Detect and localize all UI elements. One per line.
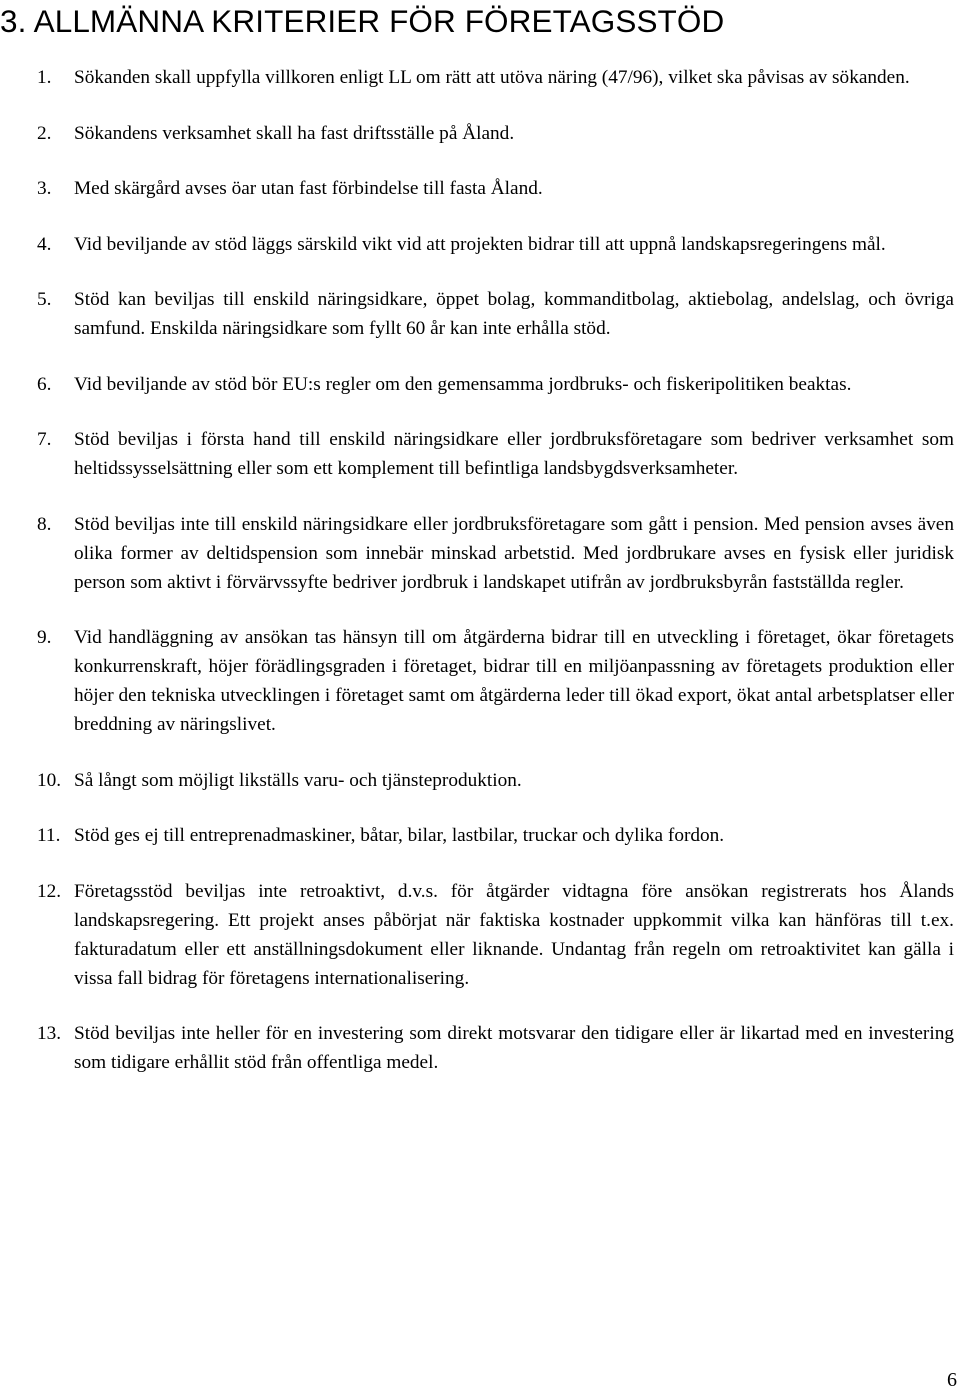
list-item	[0, 425, 960, 483]
list-item-number: 4.	[37, 233, 52, 255]
list-item-text: Sökanden skall uppfylla villkoren enligt LL om rätt att utöva näring (47/96), vilket ska påvisas av sökanden.	[74, 67, 910, 88]
list-item-text: Företagsstöd beviljas inte retroaktivt, d.v.s. för åtgärder vidtagna före ansökan registrerats hos Ålands landskapsregering. Ett projekt anses påbörjat när faktiska kostnader uppkommit vilka kan hänföras till t.ex. fakturadatum eller ett anställningsdokument eller liknande. Undantag från regeln om retroaktivitet kan gälla i vissa fall bidrag för företagens internationalisering.	[74, 880, 954, 989]
list-item	[0, 877, 960, 993]
list-item-text: Stöd beviljas inte till enskild näringsidkare eller jordbruksföretagare som gått i pension. Med pension avses även olika former av deltidspension som innebär minskad arbetstid. Med jordbrukare avses en fysisk eller juridisk person som aktivt i förvärvssyfte bedriver jordbruk i landskapet utifrån av jordbruksbyrån fastställda regler.	[74, 513, 954, 593]
list-item	[0, 370, 960, 399]
list-item-number: 12.	[37, 880, 62, 902]
list-item	[0, 821, 960, 850]
list-item-text: Stöd beviljas inte heller för en investering som direkt motsvarar den tidigare eller är likartad med en investering som tidigare erhållit stöd från offentliga medel.	[74, 1023, 954, 1073]
list-item-number: 9.	[37, 627, 52, 648]
list-item-text: Sökandens verksamhet skall ha fast driftsställe på Åland.	[74, 122, 515, 144]
list-item-number: 7.	[37, 429, 52, 450]
list-item-number: 10.	[37, 769, 62, 791]
list-item-text: Vid beviljande av stöd bör EU:s regler om den gemensamma jordbruks- och fiskeripolitiken beaktas.	[74, 373, 852, 395]
list-item	[0, 623, 960, 739]
list-item-number: 1.	[37, 67, 52, 88]
list-item	[0, 174, 960, 203]
list-item-text: Vid beviljande av stöd läggs särskild vikt vid att projekten bidrar till att uppnå landskapsregeringens mål.	[74, 233, 886, 255]
list-item	[0, 119, 960, 148]
list-item-number: 13.	[37, 1023, 62, 1044]
list-item-text: Vid handläggning av ansökan tas hänsyn till om åtgärderna bidrar till en utveckling i företaget, ökar företagets konkurrenskraft, höjer förädlingsgraden i företaget, bidrar till en miljöanpassning av företagets produktion eller höjer den tekniska utvecklingen i företaget samt om åtgärderna leder till ökad export, ökat antal arbetsplatser eller breddning av näringslivet.	[74, 627, 954, 735]
list-item-number: 11.	[37, 825, 61, 846]
section-title: 3. ALLMÄNNA KRITERIER FÖR FÖRETAGSSTÖD	[0, 3, 725, 39]
list-item	[0, 766, 960, 795]
criteria-list	[0, 63, 960, 1104]
list-item-text: Stöd ges ej till entreprenadmaskiner, båtar, bilar, lastbilar, truckar och dylika fordon.	[74, 825, 725, 846]
list-item	[0, 285, 960, 343]
list-item	[0, 63, 960, 92]
list-item-number: 2.	[37, 122, 52, 144]
list-item-text: Stöd kan beviljas till enskild näringsidkare, öppet bolag, kommanditbolag, aktiebolag, andelslag, och övriga samfund. Enskilda näringsidkare som fyllt 60 år kan inte erhålla stöd.	[74, 289, 954, 339]
list-item-number: 3.	[37, 178, 52, 199]
list-item-text: Stöd beviljas i första hand till enskild näringsidkare eller jordbruksföretagare som bedriver verksamhet som heltidssysselsättning eller som ett komplement till befintliga landsbygdsverksamheter.	[74, 429, 954, 479]
list-item	[0, 1019, 960, 1077]
list-item-text: Så långt som möjligt likställs varu- och tjänsteproduktion.	[74, 769, 522, 791]
list-item-text: Med skärgård avses öar utan fast förbindelse till fasta Åland.	[74, 178, 543, 199]
page-number: 6	[947, 1369, 957, 1391]
list-item	[0, 230, 960, 259]
list-item	[0, 510, 960, 597]
list-item-number: 6.	[37, 373, 52, 395]
list-item-number: 5.	[37, 289, 52, 310]
list-item-number: 8.	[37, 513, 52, 535]
